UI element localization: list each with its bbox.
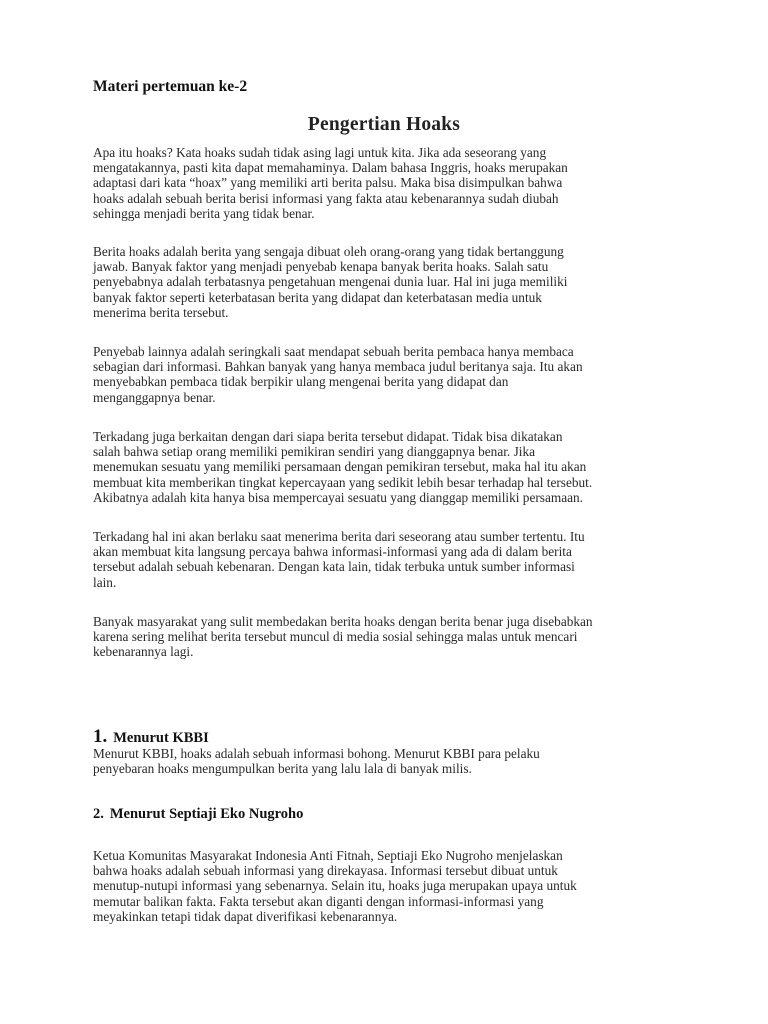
paragraph-line: salah bahwa setiap orang memiliki pemikiran sendiri yang dianggapnya benar. Jika <box>93 444 535 460</box>
paragraph-line: menemukan sesuatu yang memiliki persamaan dengan pemikiran tersebut, maka hal itu akan <box>93 459 587 475</box>
paragraph-line: lain. <box>93 574 117 590</box>
paragraph-line: menerima berita tersebut. <box>93 304 229 320</box>
paragraph-line: penyebaran hoaks mengumpulkan berita yang lalu lala di banyak milis. <box>93 761 472 777</box>
paragraph-line: Berita hoaks adalah berita yang sengaja dibuat oleh orang-orang yang tidak bertanggung <box>93 244 564 259</box>
paragraph-5 <box>93 529 683 590</box>
section-septiaji-body <box>93 848 683 924</box>
paragraph-6 <box>93 614 683 660</box>
paragraph-line: mengatakannya, pasti kita dapat memahaminya. Dalam bahasa Inggris, hoaks merupakan <box>93 160 568 176</box>
paragraph-1 <box>93 145 683 221</box>
section-heading-kbbi <box>93 726 209 748</box>
paragraph-line: Menurut KBBI, hoaks adalah sebuah informasi bohong. Menurut KBBI para pelaku <box>93 746 540 761</box>
paragraph-2 <box>93 244 683 320</box>
section-title: Menurut KBBI <box>113 730 209 746</box>
paragraph-line: kebenarannya lagi. <box>93 644 194 660</box>
page-title: Pengertian Hoaks <box>307 114 461 135</box>
session-label: Materi pertemuan ke-2 <box>93 78 248 95</box>
paragraph-line: menyebabkan pembaca tidak berpikir ulang mengenai berita yang didapat dan <box>93 374 509 390</box>
paragraph-line: karena sering melihat berita tersebut muncul di media sosial sehingga malas untuk mencari <box>93 629 578 645</box>
paragraph-line: penyebabnya adalah terbatasnya pengetahuan mengenai dunia luar. Hal ini juga memiliki <box>93 274 568 290</box>
section-kbbi-body <box>93 746 683 776</box>
paragraph-line: banyak faktor seperti keterbatasan berita yang didapat dan keterbatasan media untuk <box>93 289 542 305</box>
paragraph-line: tersebut adalah sebuah kebenaran. Dengan kata lain, tidak terbuka untuk sumber informasi <box>93 559 575 575</box>
paragraph-line: sebagian dari informasi. Bahkan banyak yang hanya membaca judul beritanya saja. Itu akan <box>93 359 583 375</box>
paragraph-line: bahwa hoaks adalah sebuah informasi yang direkayasa. Informasi tersebut dibuat untuk <box>93 863 558 879</box>
section-title: Menurut Septiaji Eko Nugroho <box>109 806 304 822</box>
paragraph-line: sehingga menjadi berita yang tidak benar. <box>93 205 315 221</box>
paragraph-line: jawab. Banyak faktor yang menjadi penyebab kenapa banyak berita hoaks. Salah satu <box>93 259 549 275</box>
paragraph-line: menganggapnya benar. <box>93 389 216 405</box>
paragraph-line: Penyebab lainnya adalah seringkali saat mendapat sebuah berita pembaca hanya membaca <box>93 344 574 359</box>
paragraph-line: akan membuat kita langsung percaya bahwa informasi-informasi yang ada di dalam berita <box>93 544 572 560</box>
paragraph-line: Terkadang juga berkaitan dengan dari siapa berita tersebut didapat. Tidak bisa dikatakan <box>93 429 563 444</box>
paragraph-line: meyakinkan tetapi tidak dapat diverifikasi kebenarannya. <box>93 908 398 924</box>
paragraph-line: Terkadang hal ini akan berlaku saat menerima berita dari seseorang atau sumber tertentu. Itu <box>93 529 585 544</box>
section-number: 1. <box>93 726 108 747</box>
paragraph-line: Akibatnya adalah kita hanya bisa mempercayai sesuatu yang dianggap memiliki persamaan. <box>93 489 583 505</box>
paragraph-line: Ketua Komunitas Masyarakat Indonesia Anti Fitnah, Septiaji Eko Nugroho menjelaskan <box>93 848 563 863</box>
section-number: 2. <box>93 806 104 822</box>
paragraph-line: Apa itu hoaks? Kata hoaks sudah tidak asing lagi untuk kita. Jika ada seseorang yang <box>93 145 547 160</box>
paragraph-line: Banyak masyarakat yang sulit membedakan berita hoaks dengan berita benar juga disebabkan <box>93 614 593 629</box>
paragraph-line: menutup-nutupi informasi yang sebenarnya. Selain itu, hoaks juga merupakan upaya untuk <box>93 878 577 894</box>
paragraph-line: membuat kita memberikan tingkat kepercayaan yang sedikit lebih besar terhadap hal tersebut. <box>93 474 593 490</box>
section-heading-septiaji <box>93 806 303 823</box>
paragraph-3 <box>93 344 683 405</box>
paragraph-line: hoaks adalah sebuah berita berisi informasi yang fakta atau kebenarannya sudah diubah <box>93 190 559 206</box>
paragraph-line: adaptasi dari kata “hoax” yang memiliki arti berita palsu. Maka bisa disimpulkan bahwa <box>93 175 563 191</box>
paragraph-line: memutar balikan fakta. Fakta tersebut akan diganti dengan informasi-informasi yang <box>93 893 544 909</box>
paragraph-4 <box>93 429 683 505</box>
